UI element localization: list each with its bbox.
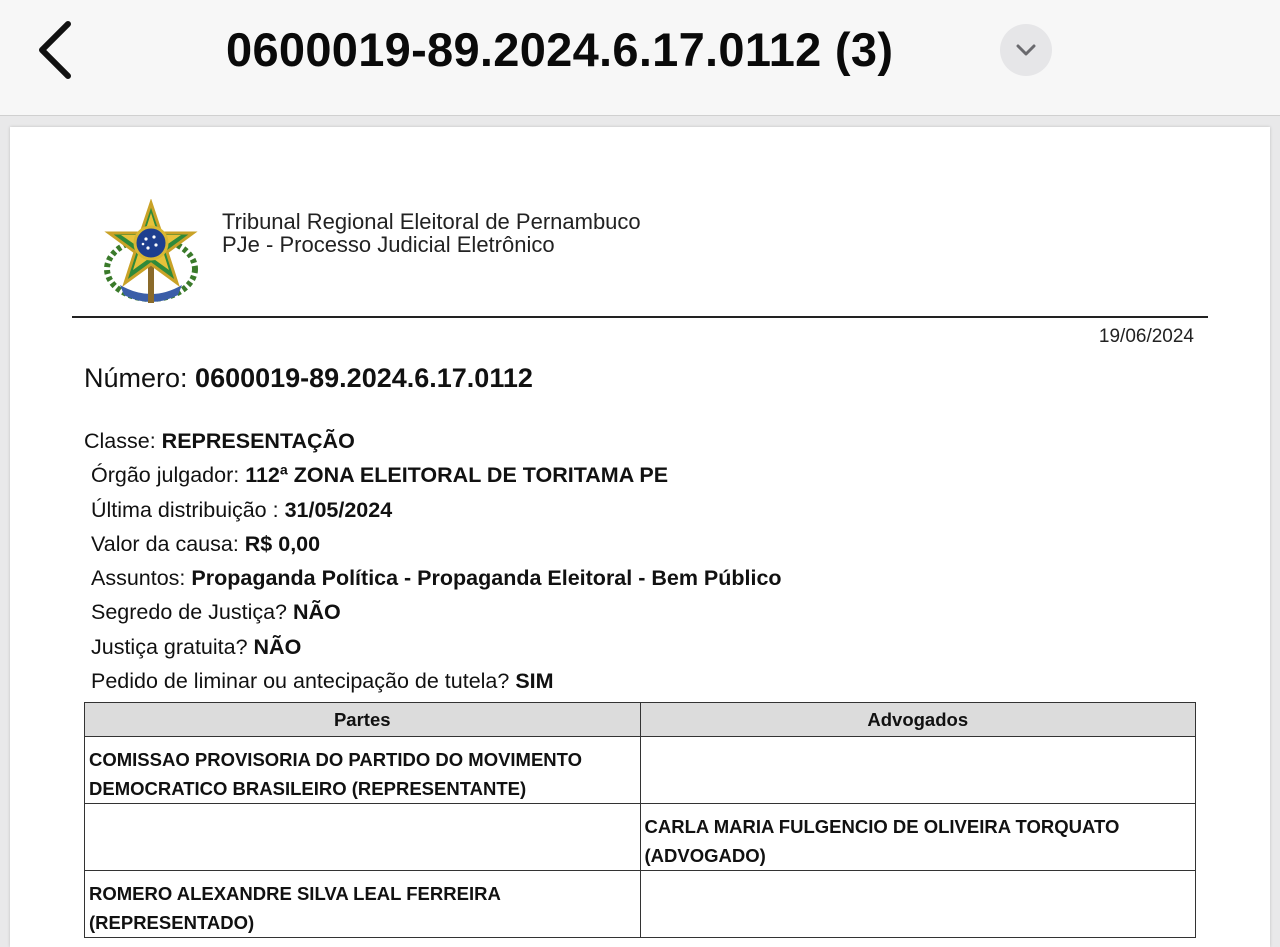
field-label: Assuntos:: [91, 566, 192, 591]
chevron-down-icon: [1014, 41, 1038, 59]
party-cell: COMISSAO PROVISORIA DO PARTIDO DO MOVIMENTO DEMOCRATICO BRASILEIRO (REPRESENTANTE): [85, 737, 641, 804]
court-header: [222, 210, 641, 256]
document-date: 19/06/2024: [1098, 326, 1194, 347]
field-assuntos: [84, 561, 782, 595]
field-value: 112ª ZONA ELEITORAL DE TORITAMA PE: [245, 463, 669, 488]
party-cell: [85, 804, 641, 871]
party-cell: ROMERO ALEXANDRE SILVA LEAL FERREIRA (REPRESENTADO): [85, 871, 641, 938]
field-ultima-distribuicao: [84, 493, 782, 527]
field-pedido-liminar: [84, 664, 782, 698]
column-header-partes: Partes: [85, 703, 641, 737]
back-button[interactable]: [32, 18, 82, 82]
system-name: PJe - Processo Judicial Eletrônico: [222, 232, 555, 257]
table-row: [85, 804, 1196, 871]
field-label: Pedido de liminar ou antecipação de tutela?: [91, 669, 516, 694]
process-details: [84, 424, 782, 698]
field-value: SIM: [515, 669, 554, 694]
field-justica-gratuita: [84, 630, 782, 664]
field-value: 31/05/2024: [284, 497, 393, 522]
top-bar: [0, 0, 1280, 116]
title-menu-button[interactable]: [1000, 24, 1052, 76]
document-page: [10, 127, 1270, 947]
lawyer-cell: [640, 737, 1196, 804]
field-label: Justiça gratuita?: [91, 634, 254, 659]
process-number-label: Número:: [84, 363, 196, 393]
process-number: [84, 363, 533, 394]
court-name: Tribunal Regional Eleitoral de Pernambuco: [222, 209, 641, 234]
column-header-advogados: Advogados: [640, 703, 1196, 737]
coat-of-arms-emblem: [98, 199, 204, 311]
process-number-value: 0600019-89.2024.6.17.0112: [195, 363, 533, 393]
chevron-left-icon: [32, 18, 82, 82]
parties-table: [84, 702, 1196, 938]
table-header-row: [85, 703, 1196, 737]
table-row: [85, 871, 1196, 938]
field-label: Classe:: [84, 429, 162, 453]
field-value: R$ 0,00: [244, 531, 321, 556]
table-row: [85, 737, 1196, 804]
lawyer-cell: CARLA MARIA FULGENCIO DE OLIVEIRA TORQUATO (ADVOGADO): [640, 804, 1196, 871]
field-value: NÃO: [253, 634, 302, 659]
field-value: REPRESENTAÇÃO: [161, 429, 355, 453]
field-classe: [84, 424, 782, 458]
field-orgao-julgador: [84, 458, 782, 492]
field-label: Órgão julgador:: [91, 463, 246, 488]
field-value: Propaganda Política - Propaganda Eleitoral - Bem Público: [191, 566, 782, 591]
lawyer-cell: [640, 871, 1196, 938]
field-label: Valor da causa:: [91, 531, 245, 556]
field-label: Última distribuição :: [91, 497, 285, 522]
document-title: 0600019-89.2024.6.17.0112 (3): [226, 23, 894, 76]
field-valor-causa: [84, 527, 782, 561]
field-segredo-justica: [84, 595, 782, 629]
header-divider: [72, 316, 1208, 318]
field-value: NÃO: [293, 600, 341, 625]
field-label: Segredo de Justiça?: [91, 600, 293, 625]
